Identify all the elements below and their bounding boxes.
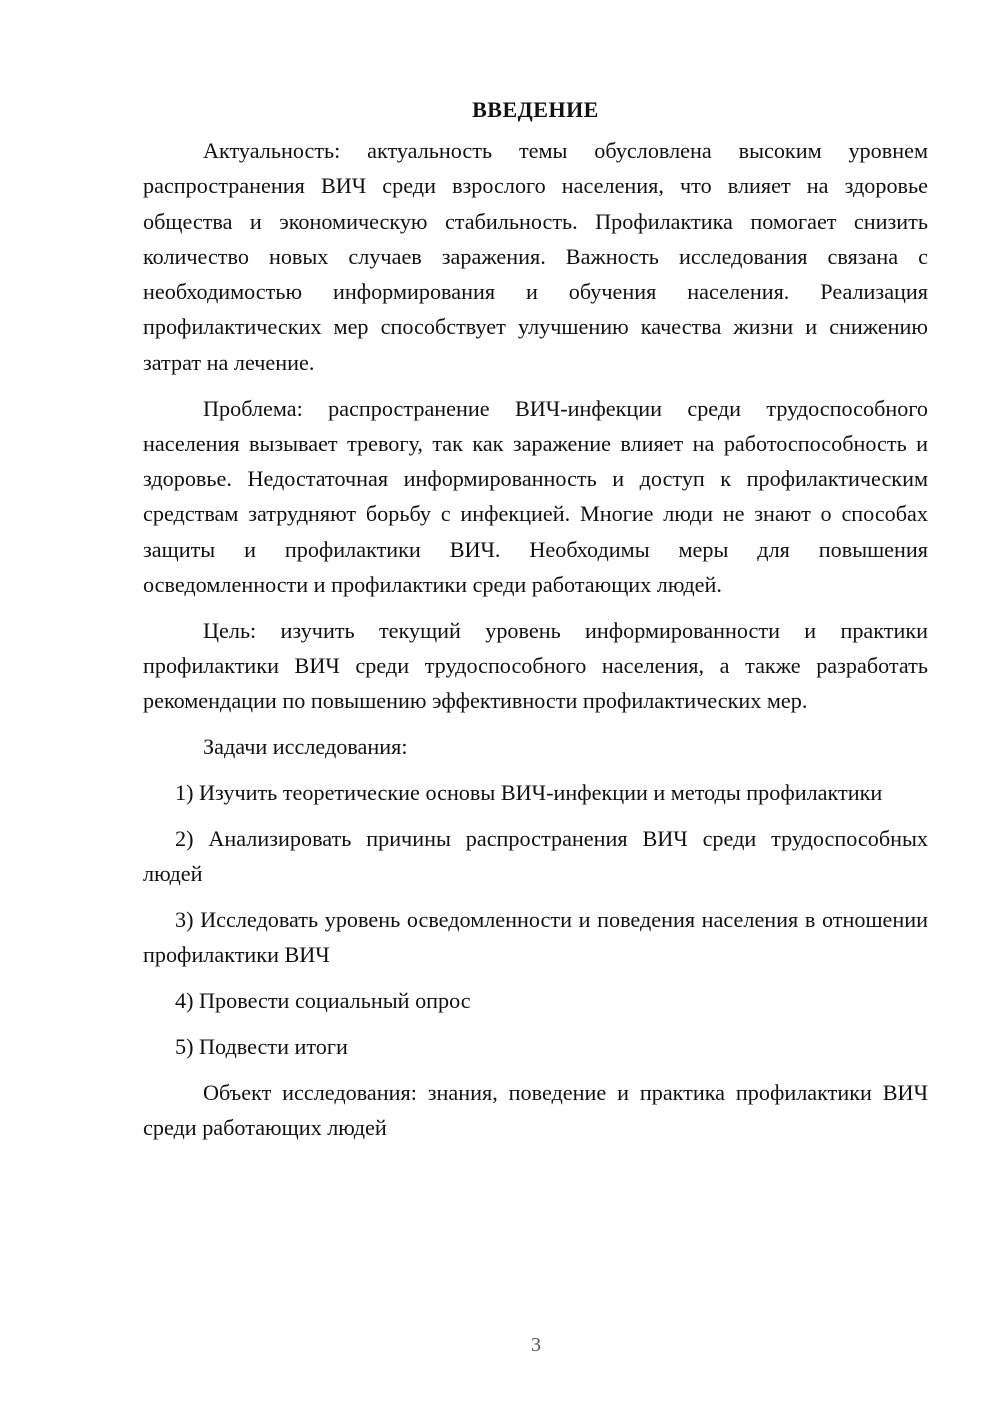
task-item-5: 5) Подвести итоги bbox=[175, 1033, 348, 1059]
object-paragraph: Объект исследования: знания, поведение и практика профилактики ВИЧ среди работающих людей bbox=[143, 1079, 928, 1140]
document-page bbox=[143, 93, 928, 1156]
relevance-paragraph: Актуальность: актуальность темы обусловлена высоким уровнем распространения ВИЧ среди взрослого населения, что влияет на здоровье общества и экономическую стабильность. Профилактика помогает снизить количество новых случаев заражения. Важность исследования связана с необходимостью информирования и обучения населения. Реализация профилактических мер способствует улучшению качества жизни и снижению затрат на лечение. bbox=[143, 138, 928, 375]
task-item-1: 1) Изучить теоретические основы ВИЧ-инфекции и методы профилактики bbox=[175, 780, 883, 806]
page-title: ВВЕДЕНИЕ bbox=[472, 97, 599, 122]
problem-paragraph: Проблема: распространение ВИЧ-инфекции среди трудоспособного населения вызывает тревогу, так как заражение влияет на работоспособность и здоровье. Недостаточная информированность и доступ к профилактическим средствам затрудняют борьбу с инфекцией. Многие люди не знают о способах защиты и профилактики ВИЧ. Необходимы меры для повышения осведомленности и профилактики среди работающих людей. bbox=[143, 395, 928, 598]
goal-paragraph: Цель: изучить текущий уровень информированности и практики профилактики ВИЧ среди трудоспособного населения, а также разработать рекомендации по повышению эффективности профилактических мер. bbox=[143, 617, 928, 714]
page-number: 3 bbox=[531, 1334, 541, 1356]
task-item-2: 2) Анализировать причины распространения ВИЧ среди трудоспособных людей bbox=[143, 825, 928, 887]
task-item-3: 3) Исследовать уровень осведомленности и поведения населения в отношении профилактики ВИЧ bbox=[143, 906, 928, 968]
tasks-heading: Задачи исследования: bbox=[203, 734, 408, 760]
task-item-4: 4) Провести социальный опрос bbox=[175, 988, 471, 1014]
